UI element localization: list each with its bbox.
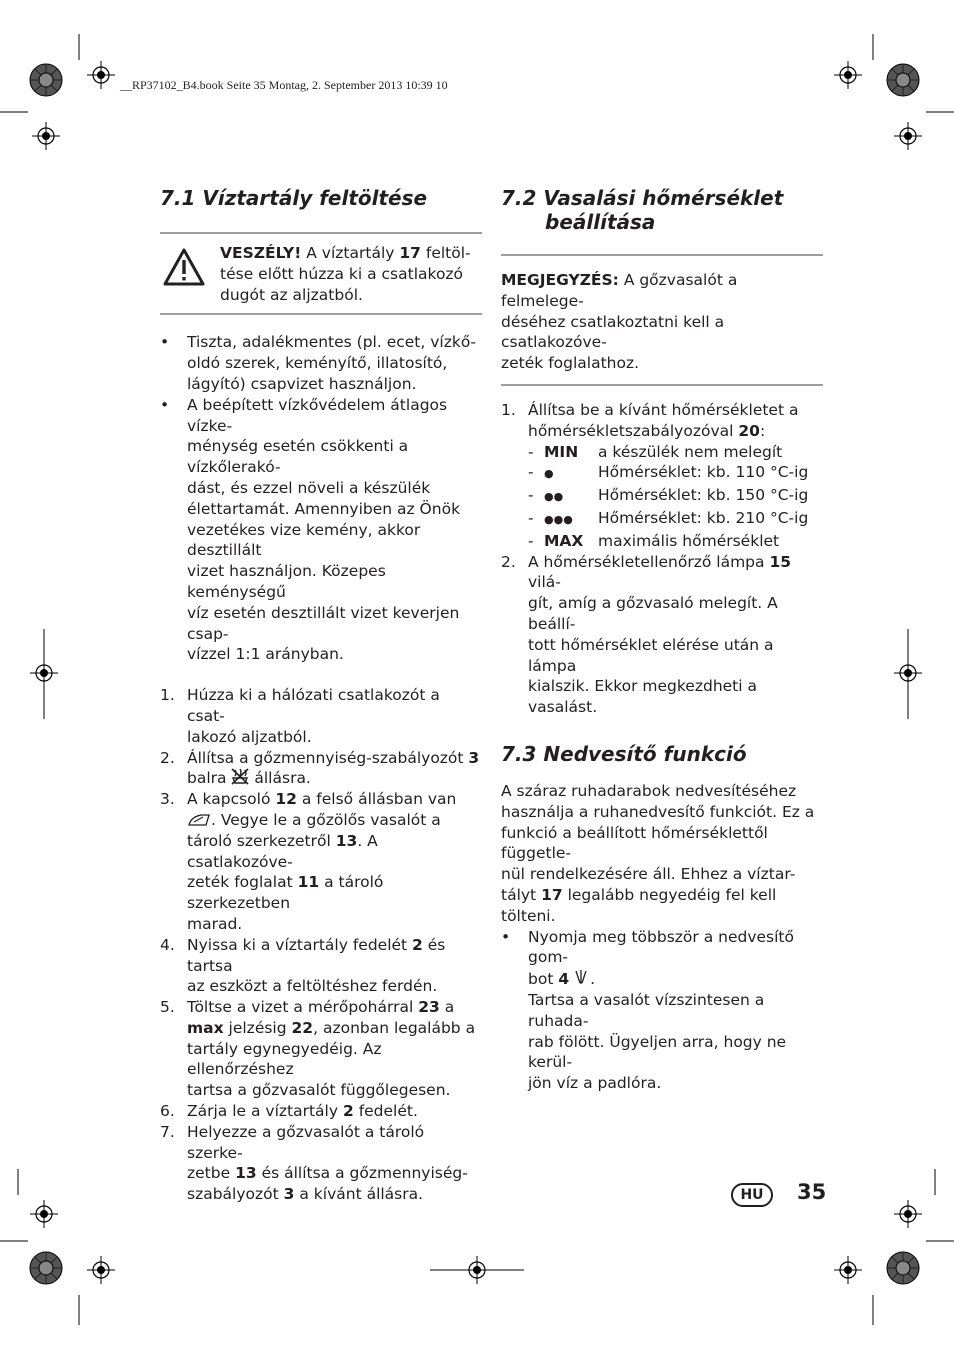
list-item: • A beépített vízkővédelem átlagos vízke- ménység esetén csökkenti a vízkőlerakó- dást, és ezzel növeli a készülék élettartamát. Amennyiben az Önök vezetékes vize kemény, akkor desztillált vizet használjon. Közepes keménységű víz esetén desztillált vizet keverjen csap- vízzel 1:1 arányban. (160, 395, 461, 664)
spray-icon (572, 968, 590, 986)
numbered-steps (160, 685, 482, 1205)
reg-cross (87, 1256, 115, 1284)
reg-cross (32, 122, 60, 150)
reg-cross (834, 61, 862, 89)
section-7-3-body: A száraz ruhadarabok nedvesítéséhez használja a ruhanedvesítő funkciót. Ez a funkció a beállított hőmérséklettől függetle- nül rendelkezésére áll. Ehhez a víztar- tályt 17 legalább negyedéig fel kell tölteni. • Nyomja meg többször a nedvesítő gom- bot 4 . Tartsa a vasalót vízszintesen a ruhada- rab fölött. Ügyeljen arra, hogy ne kerül- jön víz a padlóra. (501, 781, 823, 1094)
warning-label: VESZÉLY! (220, 244, 302, 262)
bullet-list (160, 332, 482, 665)
warning-box: VESZÉLY! A víztartály 17 feltöl- tése előtt húzza ki a csatlakozó dugót az aljzatból. (160, 234, 482, 313)
note-label: MEGJEGYZÉS: (501, 271, 619, 289)
reg-rosette-tr (887, 64, 919, 96)
list-item: 1. Állítsa be a kívánt hőmérsékletet a hőmérsékletszabályozóval 20: - MIN a készülék nem melegít - ● Hőmérséklet: kb. 110 °C-ig - ●● Hőmérséklet: kb. 150 °C-ig - ●●● Hőmérséklet: kb. 210 °C-ig - MAX maximális hőmérséklet (501, 400, 823, 552)
temperature-option: - MAX maximális hőmérséklet (528, 531, 780, 550)
section-title-7-1: 7.1 Víztartály feltöltése (160, 186, 428, 210)
note-box: MEGJEGYZÉS: A gőzvasalót a felmelege- déséhez csatlakoztatni kell a csatlakozóve- zeték foglalathoz. (501, 271, 738, 373)
list-item: 1. Húzza ki a hálózati csatlakozót a csat- lakozó aljzatból. (160, 686, 440, 746)
divider (501, 384, 823, 386)
temperature-option: - ● Hőmérséklet: kb. 110 °C-ig (528, 463, 809, 482)
reg-rosette-br (887, 1252, 919, 1284)
section-title-7-2: 7.2 Vasalási hőmérséklet beállítása (501, 186, 784, 234)
divider (160, 313, 482, 315)
section-7-2 (501, 186, 823, 1094)
list-item: • Nyomja meg többször a nedvesítő gom- bot 4 . Tartsa a vasalót vízszintesen a ruhada- rab fölött. Ügyeljen arra, hogy ne kerül- jön víz a padlóra. (501, 927, 794, 1093)
iron-icon (187, 813, 211, 827)
numbered-steps (501, 400, 823, 718)
steam-off-icon (231, 768, 249, 785)
section-7-1 (160, 186, 482, 1205)
temperature-option: - MIN a készülék nem melegít (528, 442, 783, 461)
warning-triangle-icon (163, 248, 205, 286)
list-item: 6. Zárja le a víztartály 2 fedelét. (160, 1102, 418, 1121)
reg-cross (87, 61, 115, 89)
list-item: 4. Nyissa ki a víztartály fedelét 2 és tartsa az eszközt a feltöltéshez ferdén. (160, 935, 446, 996)
language-badge: HU (731, 1183, 773, 1207)
temperature-option: - ●● Hőmérséklet: kb. 150 °C-ig (528, 486, 809, 505)
list-item: 5. Töltse a vizet a mérőpohárral 23 a max jelzésig 22, azonban legalább a tartály egynegyedéig. Az ellenőrzéshez tartsa a gőzvasalót függőlegesen. (160, 998, 476, 1100)
reg-cross (894, 1200, 922, 1228)
reg-cross (30, 1200, 58, 1228)
list-item: 2. A hőmérsékletellenőrző lámpa 15 vilá- gít, amíg a gőzvasaló melegít. A beállí- tott hőmérséklet elérése után a lámpa kialszik. Ekkor megkezdheti a vasalást. (501, 552, 792, 717)
print-header: __RP37102_B4.book Seite 35 Montag, 2. September 2013 10:39 10 (120, 78, 448, 92)
reg-cross (894, 122, 922, 150)
list-item: 3. A kapcsoló 12 a felső állásban van . Vegye le a gőzölős vasalót a tároló szerkezetről 13. A csatlakozóve- zeték foglalat 11 a tároló szerkezetben marad. (160, 790, 457, 933)
list-item: 2. Állítsa a gőzmennyiség-szabályozót 3 balra állásra. (160, 748, 480, 788)
reg-rosette-bl (30, 1252, 62, 1284)
page-number: 35 (797, 1180, 827, 1204)
section-title-7-3: 7.3 Nedvesítő funkció (501, 741, 747, 766)
reg-rosette-tl (30, 64, 62, 96)
list-item: 7. Helyezze a gőzvasalót a tároló szerke- zetbe 13 és állítsa a gőzmennyiség- szabályozót 3 a kívánt állásra. (160, 1122, 468, 1204)
temperature-option: - ●●● Hőmérséklet: kb. 210 °C-ig (528, 508, 809, 527)
list-item: • Tiszta, adalékmentes (pl. ecet, vízkő- oldó szerek, keményítő, illatosító, lágyító) csapvizet használjon. (160, 333, 476, 393)
reg-cross (834, 1256, 862, 1284)
